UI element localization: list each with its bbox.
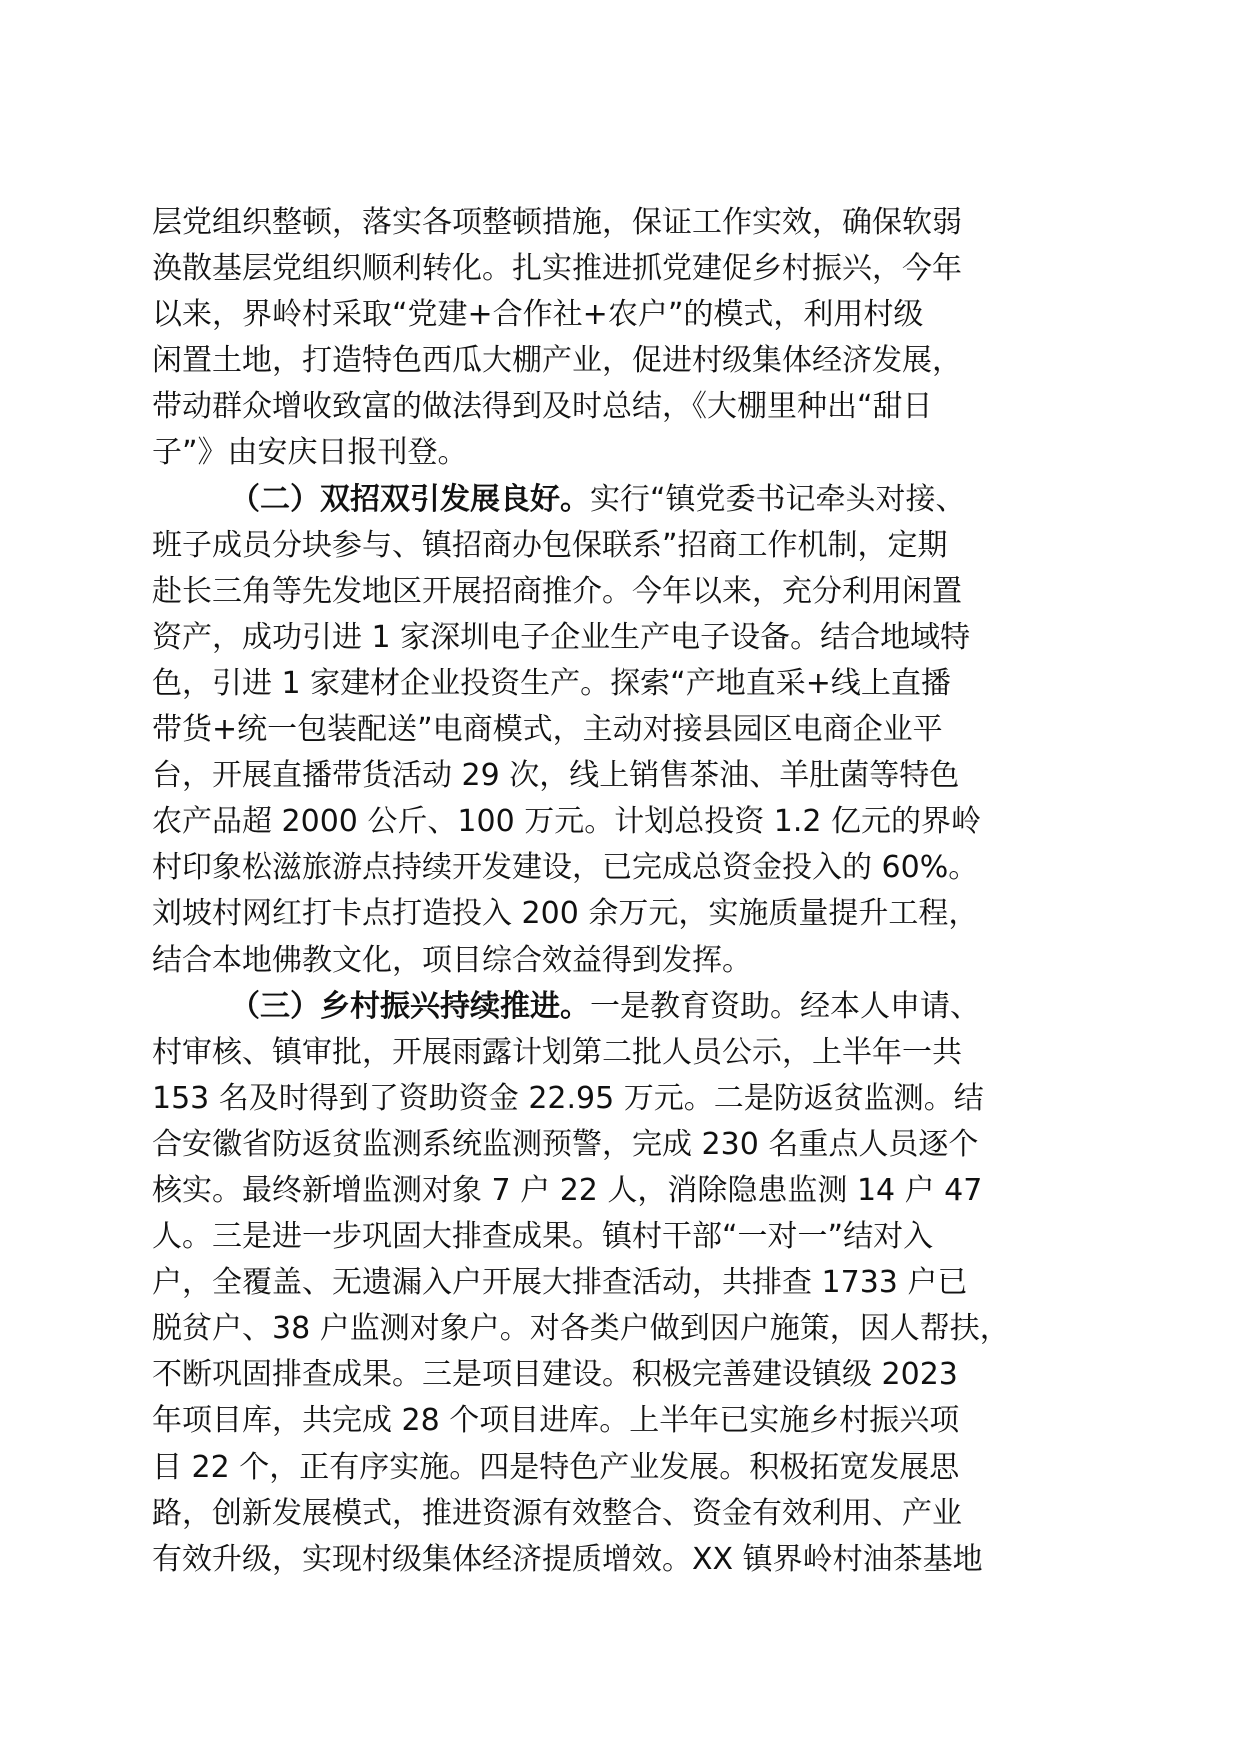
text-line: 带货+统一包装配送”电商模式，主动对接县园区电商企业平 bbox=[152, 712, 943, 748]
text-line: 村审核、镇审批，开展雨露计划第二批人员公示，上半年一共 bbox=[152, 1034, 962, 1070]
text-line: 目 22 个，正有序实施。四是特色产业发展。积极拓宽发展思 bbox=[152, 1449, 960, 1485]
text-line: 结合本地佛教文化，项目综合效益得到发挥。 bbox=[152, 942, 752, 978]
text-line: 农产品超 2000 公斤、100 万元。计划总投资 1.2 亿元的界岭 bbox=[152, 804, 981, 840]
text-line: 带动群众增收致富的做法得到及时总结，《大棚里种出“甜日 bbox=[152, 389, 933, 425]
text-line: 人。三是进一步巩固大排查成果。镇村干部“一对一”结对入 bbox=[152, 1219, 934, 1255]
text-line: 赴长三角等先发地区开展招商推介。今年以来，充分利用闲置 bbox=[152, 573, 962, 609]
text-line: 层党组织整顿，落实各项整顿措施，保证工作实效，确保软弱 bbox=[152, 205, 962, 240]
text-line: 班子成员分块参与、镇招商办包保联系”招商工作机制，定期 bbox=[152, 527, 948, 563]
text-line: 脱贫户、38 户监测对象户。对各类户做到因户施策，因人帮扶， bbox=[152, 1311, 1010, 1347]
text-line: 户，全覆盖、无遗漏入户开展大排查活动，共排查 1733 户已 bbox=[152, 1265, 968, 1301]
text-line: 资产，成功引进 1 家深圳电子企业生产电子设备。结合地域特 bbox=[152, 619, 971, 655]
section-heading: （三）乡村振兴持续推进。 bbox=[230, 988, 590, 1024]
text-line: 以来，界岭村采取“党建+合作社+农户”的模式，利用村级 bbox=[152, 297, 924, 333]
text-line bbox=[152, 477, 1082, 523]
text-line: 合安徽省防返贫监测系统监测预警，完成 230 名重点人员逐个 bbox=[152, 1126, 979, 1162]
text-line bbox=[152, 984, 1082, 1030]
text-line: 153 名及时得到了资助资金 22.95 万元。二是防返贫监测。结 bbox=[152, 1080, 984, 1116]
heading-line-rest: 一是教育资助。经本人申请、 bbox=[590, 988, 980, 1024]
text-line: 子”》由安庆日报刊登。 bbox=[152, 435, 468, 471]
paragraph-rural-revitalization bbox=[152, 984, 1082, 1583]
text-line: 路，创新发展模式，推进资源有效整合、资金有效利用、产业 bbox=[152, 1495, 962, 1531]
section-heading: （二）双招双引发展良好。 bbox=[230, 481, 590, 517]
text-line: 闲置土地，打造特色西瓜大棚产业，促进村级集体经济发展， bbox=[152, 343, 962, 379]
heading-line-rest: 实行“镇党委书记牵头对接、 bbox=[590, 481, 966, 517]
text-line: 台，开展直播带货活动 29 次，线上销售茶油、羊肚菌等特色 bbox=[152, 758, 960, 794]
text-line: 年项目库，共完成 28 个项目进库。上半年已实施乡村振兴项 bbox=[152, 1403, 960, 1439]
text-line: 刘坡村网红打卡点打造投入 200 余万元，实施质量提升工程， bbox=[152, 896, 979, 932]
paragraph-party-building bbox=[152, 200, 1082, 477]
text-line: 有效升级，实现村级集体经济提质增效。XX 镇界岭村油茶基地 bbox=[152, 1541, 983, 1577]
text-line: 村印象松滋旅游点持续开发建设，已完成总资金投入的 60%。 bbox=[152, 850, 979, 886]
text-line: 色，引进 1 家建材企业投资生产。探索“产地直采+线上直播 bbox=[152, 665, 951, 701]
text-line: 核实。最终新增监测对象 7 户 22 人，消除隐患监测 14 户 47 bbox=[152, 1172, 983, 1208]
paragraph-investment-attraction bbox=[152, 477, 1082, 984]
document-body bbox=[152, 200, 1082, 1583]
text-line: 涣散基层党组织顺利转化。扎实推进抓党建促乡村振兴，今年 bbox=[152, 251, 962, 287]
text-line: 不断巩固排查成果。三是项目建设。积极完善建设镇级 2023 bbox=[152, 1357, 958, 1393]
